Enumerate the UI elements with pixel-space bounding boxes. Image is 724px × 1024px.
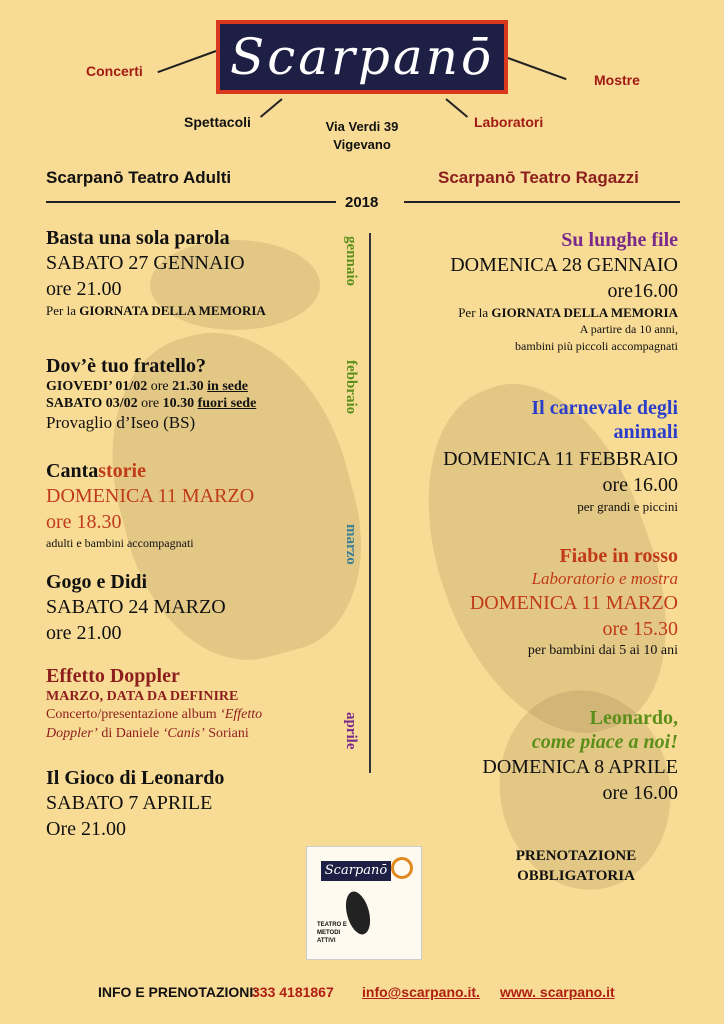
arrow-mostre [508, 57, 567, 80]
month-aprile: aprile [343, 712, 359, 750]
event-note [380, 304, 678, 321]
event-date: DOMENICA 11 FEBBRAIO [443, 448, 678, 470]
event-note2: A partire da 10 anni, [579, 322, 678, 336]
event-time: ore 16.00 [602, 474, 678, 496]
footer-phone[interactable]: 333 4181867 [252, 984, 334, 1000]
l1b: ore [147, 379, 173, 394]
year: 2018 [345, 194, 379, 211]
small-logo-text: Scarpanō [321, 861, 391, 881]
l2b: ore [137, 396, 163, 411]
event-gogo-e-didi [46, 570, 366, 646]
event-title2: animali [613, 421, 678, 443]
event-date: DOMENICA 11 MARZO [469, 592, 678, 614]
event-line1 [46, 378, 366, 395]
event-basta-una-sola-parola [46, 226, 366, 319]
month-gennaio: gennaio [343, 236, 359, 287]
month-marzo: marzo [343, 524, 359, 565]
event-title: Basta una sola parola [46, 227, 230, 249]
small-logo-tagline: TEATRO E METODI ATTIVI [317, 922, 347, 944]
arrow-spettacoli [260, 98, 283, 118]
event-date: DOMENICA 28 GENNAIO [450, 254, 678, 276]
tag-spettacoli: Spettacoli [184, 114, 251, 130]
event-time: ore 16.00 [602, 782, 678, 804]
event-date: SABATO 27 GENNAIO [46, 252, 245, 274]
tag-concerti: Concerti [86, 63, 143, 79]
event-leonardo-come-piace-a-noi [380, 706, 678, 806]
event-time: ore 18.30 [46, 511, 122, 533]
event-time: Ore 21.00 [46, 818, 126, 840]
scarpano-small-logo [306, 846, 422, 960]
tag-mostre: Mostre [594, 72, 640, 88]
arrow-concerti [157, 50, 216, 73]
event-cantastorie [46, 459, 366, 552]
center-divider [369, 233, 371, 773]
l1d: in sede [207, 379, 248, 394]
event-place: Provaglio d’Iseo (BS) [46, 413, 196, 432]
event-sub: MARZO, DATA DA DEFINIRE [46, 689, 239, 704]
event-note: per bambini dai 5 ai 10 ani [527, 643, 678, 658]
d1: Concerto/presentazione album [46, 707, 221, 722]
footer-website[interactable]: www. scarpano.it [500, 984, 615, 1000]
note-pre: Per la [46, 303, 80, 318]
event-title: Effetto Doppler [46, 665, 180, 687]
event-title1: Il carnevale degli [531, 397, 678, 419]
event-date: SABATO 24 MARZO [46, 596, 226, 618]
event-date: DOMENICA 8 APRILE [482, 756, 678, 778]
event-title2: come piace a noi! [531, 731, 678, 753]
booking-line2: OBBLIGATORIA [517, 868, 635, 884]
event-il-gioco-di-leonardo [46, 766, 366, 842]
event-date: SABATO 7 APRILE [46, 792, 213, 814]
note-pre: Per la [458, 305, 492, 320]
l2d: fuori sede [197, 396, 257, 411]
l1c: 21.30 [172, 379, 204, 394]
month-febbraio: febbraio [343, 360, 359, 415]
d2: ‘Effetto Doppler’ [46, 707, 263, 741]
title-a: Canta [46, 460, 99, 482]
l2c: 10.30 [162, 396, 195, 411]
event-title: Dov’è tuo fratello? [46, 355, 206, 377]
event-desc [46, 705, 316, 743]
event-su-lunghe-file [380, 228, 678, 355]
event-time: ore 15.30 [602, 618, 678, 640]
event-title [46, 459, 366, 483]
event-fiabe-in-rosso [380, 544, 678, 659]
booking-notice [500, 846, 652, 886]
event-time: ore16.00 [607, 280, 678, 302]
note-bold: GIORNATA DELLA MEMORIA [79, 303, 266, 318]
d3: di Daniele [97, 726, 163, 741]
event-note: per grandi e piccini [577, 499, 678, 514]
note-bold: GIORNATA DELLA MEMORIA [491, 305, 678, 320]
event-note3: bambini più piccoli accompagnati [515, 339, 678, 353]
event-title: Fiabe in rosso [559, 545, 678, 567]
address-line2: Vigevano [333, 137, 391, 152]
arrow-laboratori [445, 98, 468, 118]
footer-email[interactable]: info@scarpano.it. [362, 984, 480, 1000]
event-carnevale-degli-animali [380, 396, 678, 515]
footer-label: INFO E PRENOTAZIONI: [98, 984, 258, 1000]
header-adults: Scarpanō Teatro Adulti [46, 168, 232, 187]
tag-laboratori: Laboratori [474, 114, 544, 130]
event-date: DOMENICA 11 MARZO [46, 485, 255, 507]
d5: Soriani [204, 726, 249, 741]
event-sub: Laboratorio e mostra [531, 569, 678, 588]
small-logo-swirl-icon [391, 857, 413, 879]
event-time: ore 21.00 [46, 278, 122, 300]
divider-right [404, 201, 680, 203]
title-b: storie [98, 460, 146, 482]
event-title: Gogo e Didi [46, 571, 148, 593]
event-title1: Leonardo, [589, 707, 678, 729]
divider-left [46, 201, 336, 203]
event-title: Il Gioco di Leonardo [46, 767, 225, 789]
header-kids: Scarpanō Teatro Ragazzi [438, 168, 639, 187]
scarpano-logo: Scarpanō [216, 20, 508, 94]
booking-line1: PRENOTAZIONE [515, 848, 637, 864]
event-line2 [46, 395, 366, 412]
event-title: Su lunghe file [561, 229, 678, 251]
d4: ‘Canis’ [162, 726, 205, 741]
event-effetto-doppler [46, 664, 316, 743]
address-line1: Via Verdi 39 [325, 119, 399, 134]
l2a: SABATO 03/02 [46, 396, 138, 411]
event-dove-tuo-fratello [46, 354, 366, 434]
l1a: GIOVEDI’ 01/02 [46, 379, 148, 394]
address [318, 118, 406, 154]
event-note: adulti e bambini accompagnati [46, 536, 194, 550]
event-note [46, 302, 366, 319]
event-time: ore 21.00 [46, 622, 122, 644]
